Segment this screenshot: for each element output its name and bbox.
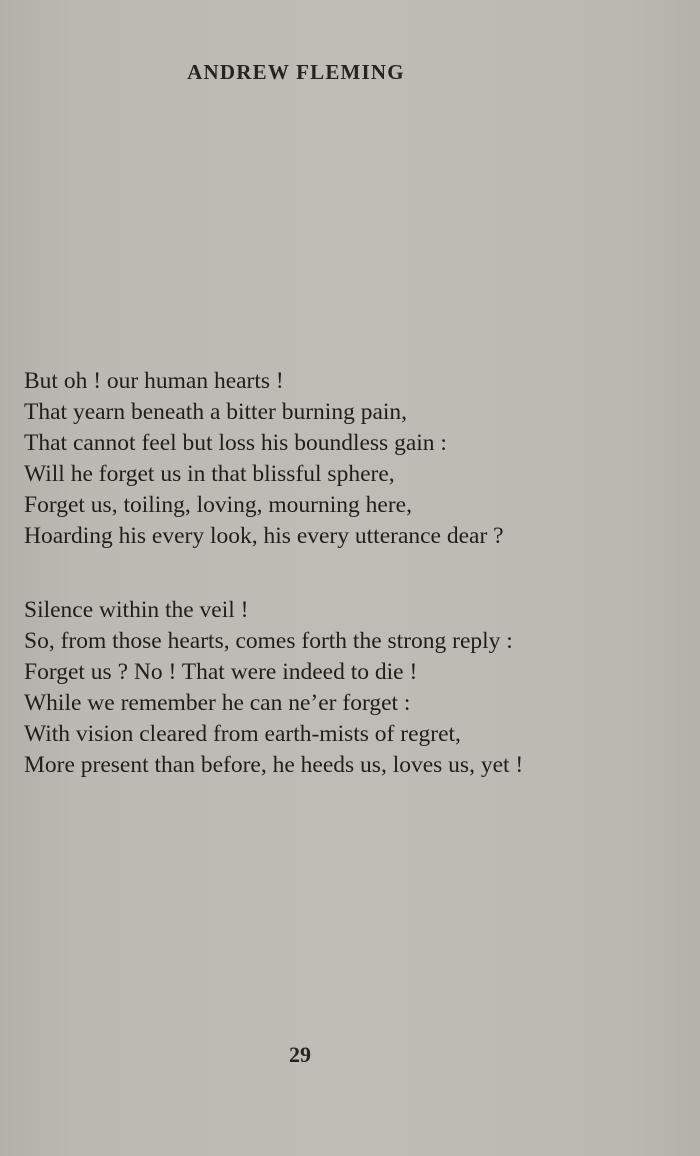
page-number: 29 — [289, 1042, 311, 1067]
poem — [24, 366, 664, 824]
poem-line: Forget us ? No ! That were indeed to die ! — [24, 659, 418, 685]
poem-line: But oh ! our human hearts ! — [24, 368, 284, 394]
poem-line: That cannot feel but loss his boundless gain : — [24, 430, 447, 456]
poem-line: Forget us, toiling, loving, mourning here, — [24, 492, 412, 518]
poem-line: So, from those hearts, comes forth the strong reply : — [24, 628, 513, 654]
poem-line: That yearn beneath a bitter burning pain, — [24, 399, 408, 425]
running-head: ANDREW FLEMING — [187, 60, 405, 84]
poem-line: More present than before, he heeds us, loves us, yet ! — [24, 752, 524, 778]
poem-line: Will he forget us in that blissful sphere, — [24, 461, 395, 487]
poem-line: Silence within the veil ! — [24, 597, 249, 623]
stanza — [24, 595, 664, 781]
poem-line: While we remember he can ne’er forget : — [24, 690, 411, 716]
poem-line: Hoarding his every look, his every utterance dear ? — [24, 523, 504, 549]
stanza — [24, 366, 664, 552]
poem-line: With vision cleared from earth-mists of regret, — [24, 721, 461, 747]
